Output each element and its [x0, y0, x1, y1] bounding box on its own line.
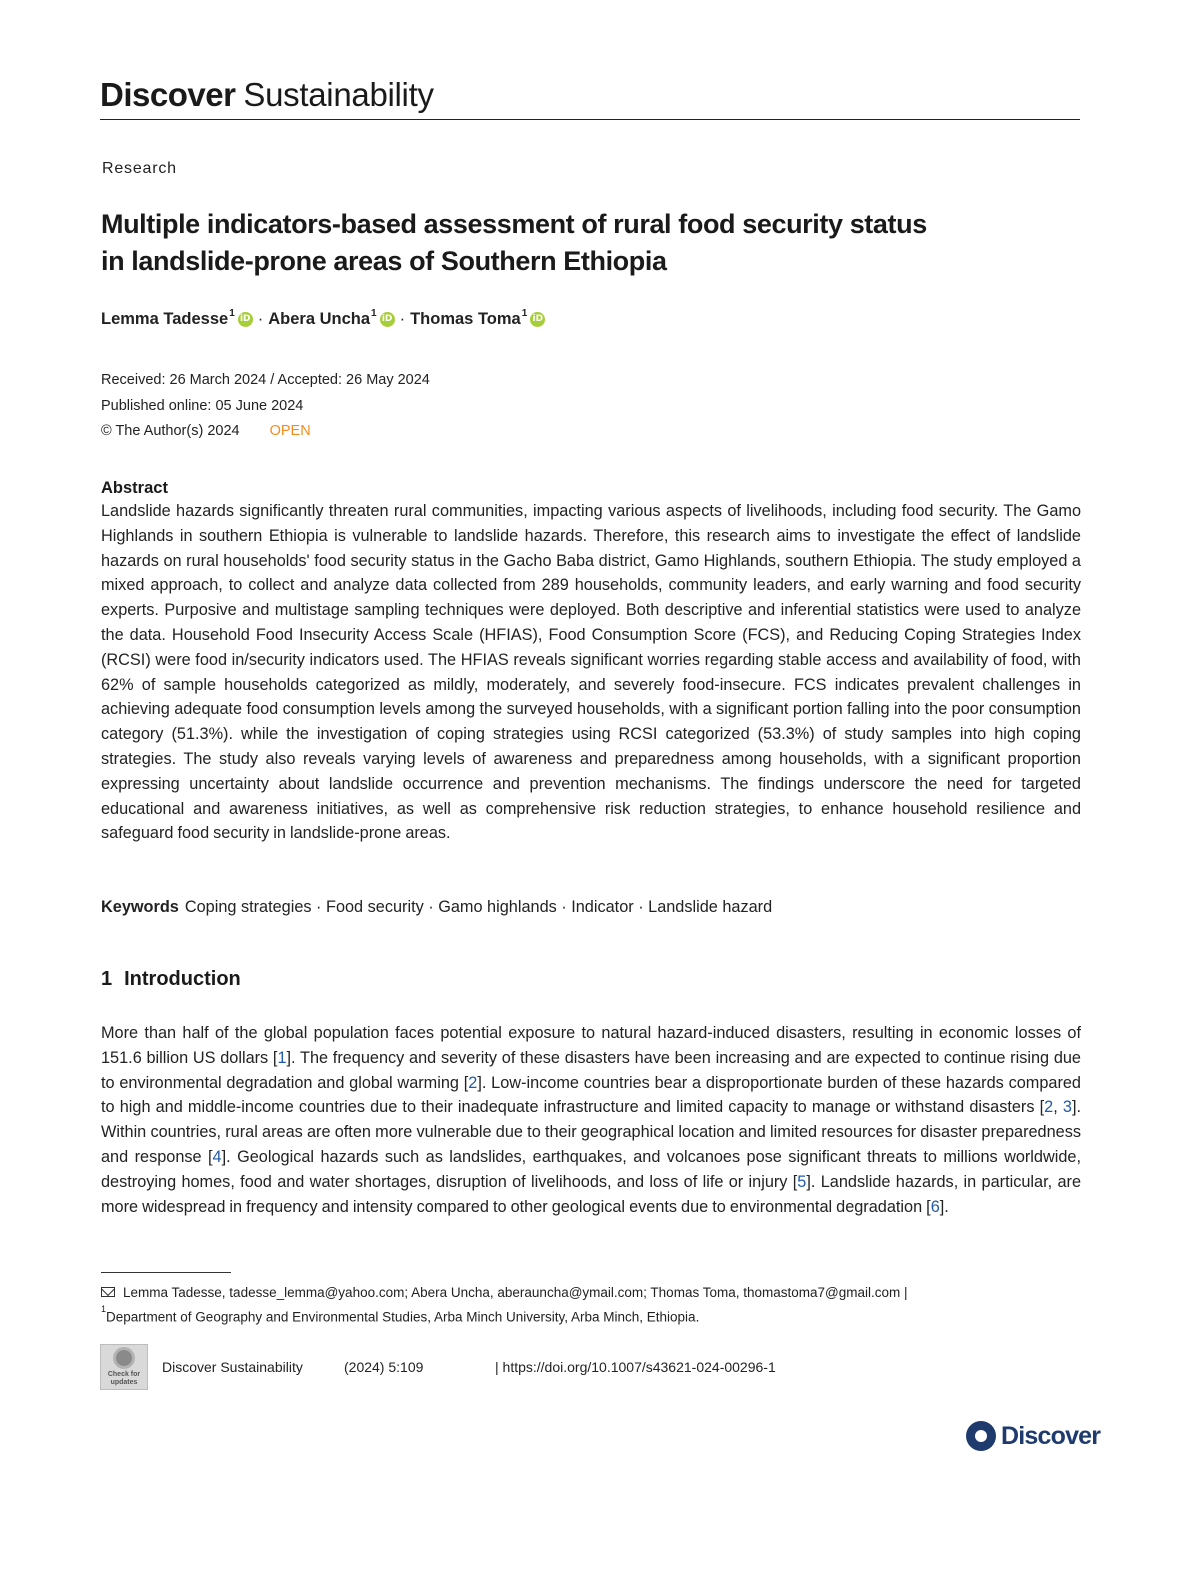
- bottom-citation: [162, 1359, 776, 1375]
- journal-name-regular: Sustainability: [243, 76, 434, 113]
- orcid-icon[interactable]: iD: [238, 312, 253, 327]
- citation-link[interactable]: 3: [1062, 1098, 1072, 1117]
- section-title: Introduction: [124, 968, 241, 990]
- doi-link[interactable]: | https://doi.org/10.1007/s43621-024-00296-1: [495, 1359, 776, 1375]
- citation-link[interactable]: 6: [930, 1197, 940, 1216]
- author-affiliation: 1: [371, 308, 377, 319]
- title-line-1: Multiple indicators-based assessment of rural food security status: [101, 209, 927, 239]
- intro-text-segment: ].: [939, 1197, 949, 1216]
- keywords-row: [101, 898, 772, 917]
- article-dates: [101, 368, 430, 445]
- check-for-updates-badge[interactable]: [100, 1344, 148, 1390]
- intro-text-segment: ]. Low-income countries bear a disproportionate burden of these hazards compared to high and middle-income countries due to their inadequate infrastructure and limited capacity to manage or withstand disasters [: [101, 1073, 1081, 1117]
- published-date: Published online: 05 June 2024: [101, 397, 304, 414]
- affiliation-row: [101, 1303, 1081, 1328]
- abstract-heading: Abstract: [101, 479, 168, 497]
- abstract-section: [101, 477, 1081, 846]
- article-type: Research: [102, 160, 177, 177]
- intro-text-segment: More than half of the global population faces potential exposure to natural hazard-induced disasters, resulting in economic losses of 151.6 billion US dollars [: [101, 1024, 1081, 1067]
- envelope-icon: [101, 1287, 115, 1297]
- journal-name-bold: Discover: [100, 76, 236, 113]
- author-name[interactable]: Abera Uncha: [268, 310, 371, 328]
- publisher-logo-text: Discover: [1001, 1421, 1101, 1450]
- intro-text-segment: ]. Landslide hazards, in particular, are more widespread in frequency and intensity compared to other geological events due to environmental degradation [: [101, 1172, 1081, 1216]
- correspondence-row: [101, 1282, 1081, 1303]
- keywords-list: Coping strategies · Food security · Gamo highlands · Indicator · Landslide hazard: [184, 898, 773, 916]
- author-affiliation: 1: [229, 308, 235, 319]
- check-updates-icon: [113, 1347, 135, 1369]
- citation-link[interactable]: 4: [212, 1147, 222, 1166]
- bottom-volume: (2024) 5:109: [344, 1359, 424, 1375]
- bottom-journal-name: Discover Sustainability: [162, 1359, 303, 1375]
- author-name[interactable]: Lemma Tadesse: [101, 310, 229, 328]
- intro-text-segment: ]. Geological hazards such as landslides, earthquakes, and volcanoes pose significant threats to millions worldwide, destroying homes, food and water shortages, disruption of livelihoods, and loss of life or injury [: [101, 1147, 1081, 1191]
- intro-text-segment: ]. Within countries, rural areas are often more vulnerable due to their geographical location and limited resources for disaster preparedness and response [: [101, 1098, 1081, 1166]
- copyright-row: [101, 419, 430, 445]
- correspondence-text[interactable]: Lemma Tadesse, tadesse_lemma@yahoo.com; Abera Uncha, aberauncha@ymail.com; Thomas Toma, thomastoma7@gmail.com |: [123, 1285, 908, 1300]
- open-access-badge: OPEN: [269, 423, 311, 439]
- orcid-icon[interactable]: iD: [380, 312, 395, 327]
- intro-text-segment: ]. The frequency and severity of these disasters have been increasing and are expected to continue rising due to environmental degradation and global warming [: [101, 1048, 1081, 1092]
- author-separator: ·: [257, 310, 264, 328]
- copyright-text: © The Author(s) 2024: [101, 423, 240, 439]
- orcid-icon[interactable]: iD: [530, 312, 545, 327]
- author-separator: ·: [399, 310, 406, 328]
- citation-link[interactable]: 2: [1044, 1098, 1054, 1117]
- check-updates-line-1: Check for: [107, 1371, 141, 1378]
- section-number: 1: [101, 968, 113, 990]
- author-list: [101, 310, 545, 329]
- abstract-text: Landslide hazards significantly threaten rural communities, impacting various aspects of livelihoods, including food security. The Gamo Highlands in southern Ethiopia is vulnerable to landslide hazards. Therefore, this research aims to investigate the effect of landslide hazards on rural households' food security status in the Gacho Baba district, Gamo Highlands, southern Ethiopia. The study employed a mixed approach, to collect and analyze data collected from 289 households, community leaders, and early warning and food security experts. Purposive and multistage sampling techniques were deployed. Both descriptive and inferential statistics were used to analyze the data. Household Food Insecurity Access Scale (HFIAS), Food Consumption Score (FCS), and Reducing Coping Strategies Index (RCSI) were food in/security indicators used. The HFIAS reveals significant worries regarding stable access and availability of food, with 62% of sample households categorized as mildly, moderately, and severely food-insecure. FCS indicates prevalent challenges in achieving adequate food consumption levels among the surveyed households, with a significant portion falling into the poor consumption category (51.3%). while the investigation of coping strategies using RCSI categorized (53.3%) of study samples into high coping strategies. The study also reveals varying levels of awareness and preparedness among households, with a significant proportion expressing uncertainty about landslide occurrence and prevention mechanisms. The findings underscore the need for targeted educational and awareness initiatives, as well as comprehensive risk reduction strategies, to enhance household resilience and safeguard food security in landslide-prone areas.: [101, 502, 1081, 843]
- article-title: [101, 206, 1001, 280]
- intro-text-segment: ,: [1053, 1098, 1063, 1117]
- footnotes: [101, 1282, 1081, 1328]
- footnote-divider: [101, 1272, 231, 1273]
- title-line-2: in landslide-prone areas of Southern Ethiopia: [101, 246, 667, 276]
- journal-header: [100, 76, 1080, 120]
- author-affiliation: 1: [521, 308, 528, 319]
- affiliation-text: Department of Geography and Environmental Studies, Arba Minch University, Arba Minch, Ethiopia.: [106, 1309, 700, 1325]
- publisher-logo: [966, 1421, 1100, 1451]
- citation-link[interactable]: 1: [277, 1048, 287, 1067]
- keywords-label: Keywords: [101, 898, 179, 916]
- author-name[interactable]: Thomas Toma: [410, 310, 521, 328]
- discover-logo-icon: [966, 1421, 996, 1451]
- check-updates-line-2: updates: [110, 1379, 138, 1386]
- introduction-paragraph: [101, 1021, 1081, 1219]
- citation-link[interactable]: 2: [468, 1073, 478, 1092]
- received-accepted-date: Received: 26 March 2024 / Accepted: 26 May 2024: [101, 372, 430, 388]
- check-updates-label: [108, 1371, 140, 1387]
- section-heading-introduction: [101, 968, 241, 991]
- affiliation-number: 1: [101, 1304, 107, 1314]
- citation-link[interactable]: 5: [797, 1172, 807, 1191]
